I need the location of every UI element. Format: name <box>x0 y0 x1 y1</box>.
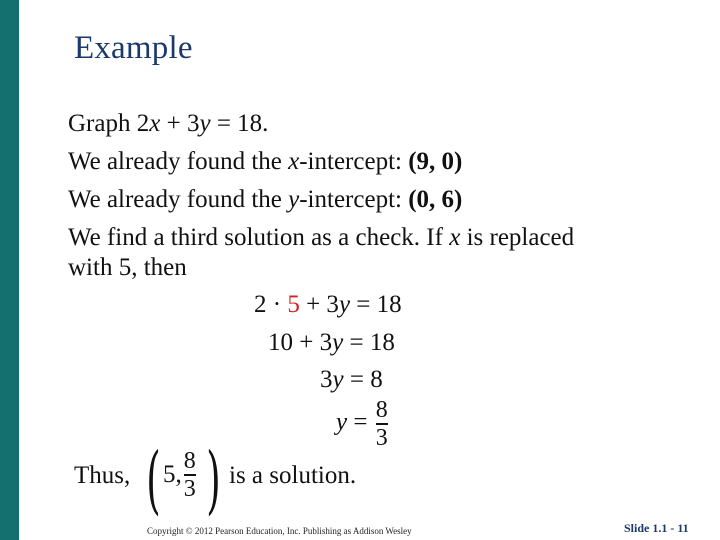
graph-prefix: Graph 2 <box>68 110 150 137</box>
solution-suffix: is a solution. <box>229 462 357 489</box>
yint-mid: -intercept: <box>299 186 409 213</box>
y-intercept-point: (0, 6) <box>408 186 463 213</box>
graph-y-var: y <box>199 110 211 137</box>
solution-denominator: 3 <box>183 475 196 502</box>
solution-numerator: 8 <box>183 448 196 474</box>
eq4-fraction <box>376 397 388 451</box>
eq4-denominator: 3 <box>375 424 388 451</box>
eq2-a: 10 + 3 <box>268 329 333 356</box>
xint-var: x <box>288 148 300 175</box>
slide-title: Example <box>74 30 193 66</box>
equation-1 <box>254 291 402 319</box>
x-intercept-line <box>68 148 462 176</box>
solution-x: 5, <box>163 460 182 488</box>
equation-2 <box>268 329 395 357</box>
third-suffix: is replaced <box>460 224 575 251</box>
solution-fraction <box>184 448 196 502</box>
slide-number: Slide 1.1 - 11 <box>624 521 689 535</box>
xint-prefix: We already found the <box>68 148 289 175</box>
eq1-b: + 3 <box>299 291 339 318</box>
graph-mid: + 3 <box>160 110 200 137</box>
eq1-substituted-value: 5 <box>287 291 300 318</box>
eq3-a: 3 <box>320 366 333 393</box>
x-intercept-point: (9, 0) <box>408 148 463 175</box>
eq4-numerator: 8 <box>375 397 388 423</box>
eq3-c: = 8 <box>343 366 383 393</box>
graph-x-var: x <box>149 110 161 137</box>
eq2-c: = 18 <box>343 329 395 356</box>
graph-suffix: = 18. <box>210 110 269 137</box>
copyright-footer: Copyright © 2012 Pearson Education, Inc. Publishing as Addison Wesley <box>147 526 412 536</box>
eq4-var: y <box>336 408 348 436</box>
eq4-eq: = <box>347 408 374 436</box>
right-paren: ) <box>206 437 221 523</box>
yint-var: y <box>288 186 300 213</box>
graph-line <box>68 110 268 138</box>
eq1-var: y <box>338 291 351 318</box>
solution-point <box>163 448 198 502</box>
equation-4 <box>336 397 390 451</box>
yint-prefix: We already found the <box>68 186 289 213</box>
third-solution-cont: with 5, then <box>68 254 187 281</box>
thus-label: Thus, <box>74 462 131 489</box>
y-intercept-line <box>68 186 462 214</box>
eq2-var: y <box>332 329 344 356</box>
eq1-a: 2 · <box>254 291 288 318</box>
left-accent-bar <box>0 0 19 540</box>
left-paren: ( <box>146 437 161 523</box>
third-prefix: We find a third solution as a check. If <box>68 224 450 251</box>
xint-mid: -intercept: <box>299 148 409 175</box>
eq3-var: y <box>332 366 344 393</box>
equation-3 <box>320 366 383 394</box>
third-solution-line <box>68 224 574 252</box>
third-var: x <box>449 224 461 251</box>
eq1-c: = 18 <box>350 291 402 318</box>
